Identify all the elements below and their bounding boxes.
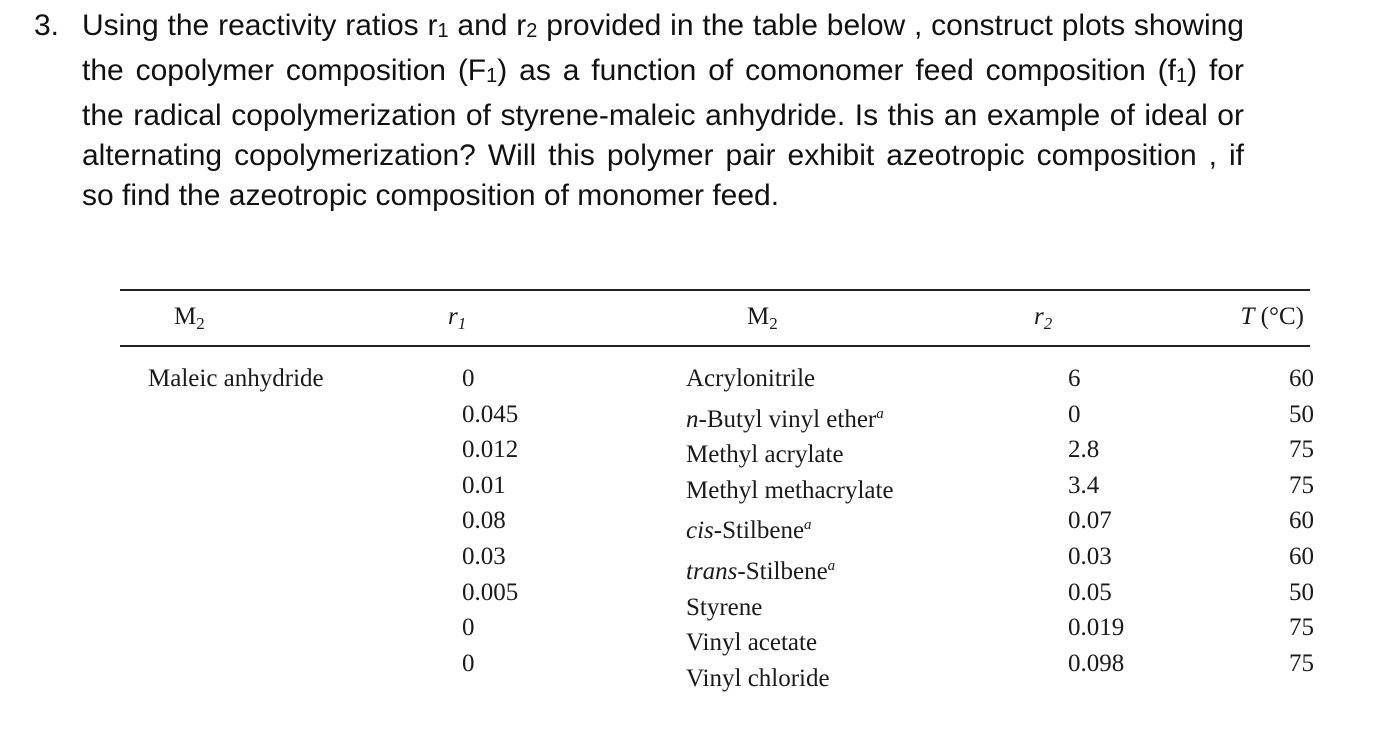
m2-name: Vinyl acetate [686, 629, 818, 657]
table-cell-r1: 0 [462, 614, 475, 642]
column-m2 [686, 361, 894, 696]
table-cell-r2: 2.8 [1068, 436, 1100, 464]
table-cell-r1: 0.012 [462, 436, 519, 464]
table-cell-m1: Maleic anhydride [148, 365, 324, 392]
header-m1: $M_2$ [174, 303, 205, 333]
header-temperature: T (°C) [1240, 303, 1304, 330]
table-cell-m2 [686, 661, 894, 697]
m2-prefix: trans [686, 557, 738, 585]
table-cell-r1: 0.005 [462, 578, 519, 606]
footnote-mark: a [827, 557, 836, 574]
m2-name: Styrene [686, 593, 763, 621]
table-cell-m2 [686, 508, 894, 549]
table-cell-m2 [686, 625, 894, 661]
m2-name: -Stilbene [737, 557, 828, 585]
m2-prefix: n [686, 405, 699, 433]
table-cell-temperature: 50 [1289, 400, 1314, 428]
table-cell-r2: 0.098 [1068, 649, 1125, 677]
column-r2 [1068, 361, 1124, 681]
table-cell-temperature: 60 [1289, 542, 1314, 570]
m2-name: Vinyl chloride [686, 664, 830, 692]
table-header-rule [120, 345, 1310, 347]
question-text: Using the reactivity ratios r1 and r2 provided in the table below , construct plots showing the copolymer composition (F1) as a function of comonomer feed composition (f1) for the radical copolymerization of styrene-maleic anhydride. Is this an example of ideal or alternating copolymerization? Will this polymer pair exhibit azeotropic composition , if so find the azeotropic composition of monomer feed. [82, 9, 1244, 212]
column-m1 [148, 361, 324, 397]
table-cell-r2: 0.05 [1068, 578, 1112, 606]
table-top-rule [120, 289, 1310, 291]
table-cell-r2: 6 [1068, 365, 1081, 392]
table-cell-r2: 0.019 [1068, 614, 1125, 642]
header-r1: $r_1$ [448, 303, 467, 333]
m2-name: -Stilbene [713, 517, 805, 545]
table-cell-temperature: 75 [1289, 649, 1314, 677]
column-r1 [462, 361, 518, 681]
table-cell-temperature: 75 [1289, 614, 1314, 642]
table-cell-temperature: 50 [1289, 578, 1314, 606]
table-cell-r2: 0 [1068, 400, 1081, 428]
m2-name: Methyl acrylate [686, 441, 844, 469]
table-cell-r2: 3.4 [1068, 471, 1100, 499]
m2-name: Acrylonitrile [686, 365, 816, 392]
table-cell-m2 [686, 361, 894, 397]
table-cell-r2: 0.07 [1068, 507, 1112, 535]
table-cell-m2 [686, 397, 894, 438]
header-m2: $M_2$ [747, 303, 778, 333]
table-cell-r2: 0.03 [1068, 542, 1112, 570]
table-cell-temperature: 60 [1289, 365, 1314, 392]
column-temperature [1254, 361, 1314, 681]
table-cell-temperature: 60 [1289, 507, 1314, 535]
m2-name: -Butyl vinyl ether [698, 405, 877, 433]
table-cell-r1: 0.08 [462, 507, 506, 535]
question-number: 3. [34, 9, 60, 42]
table-cell-m2 [686, 549, 894, 590]
footnote-mark: a [876, 405, 884, 422]
question-block [34, 6, 1244, 216]
table-cell-r1: 0.045 [462, 400, 519, 428]
footnote-mark: a [804, 517, 812, 534]
table-cell-temperature: 75 [1289, 436, 1314, 464]
table-cell-temperature: 75 [1289, 471, 1314, 499]
table-cell-r1: 0 [462, 365, 475, 392]
header-r2: $r_2$ [1034, 303, 1053, 333]
m2-prefix: cis [686, 517, 714, 545]
table-cell-m2 [686, 437, 894, 473]
table-cell-m2 [686, 473, 894, 509]
table-cell-r1: 0.03 [462, 542, 506, 570]
table-cell-m2 [686, 590, 894, 626]
table-cell-r1: 0.01 [462, 471, 506, 499]
m2-name: Methyl methacrylate [686, 476, 894, 504]
table-cell-r1: 0 [462, 649, 475, 677]
